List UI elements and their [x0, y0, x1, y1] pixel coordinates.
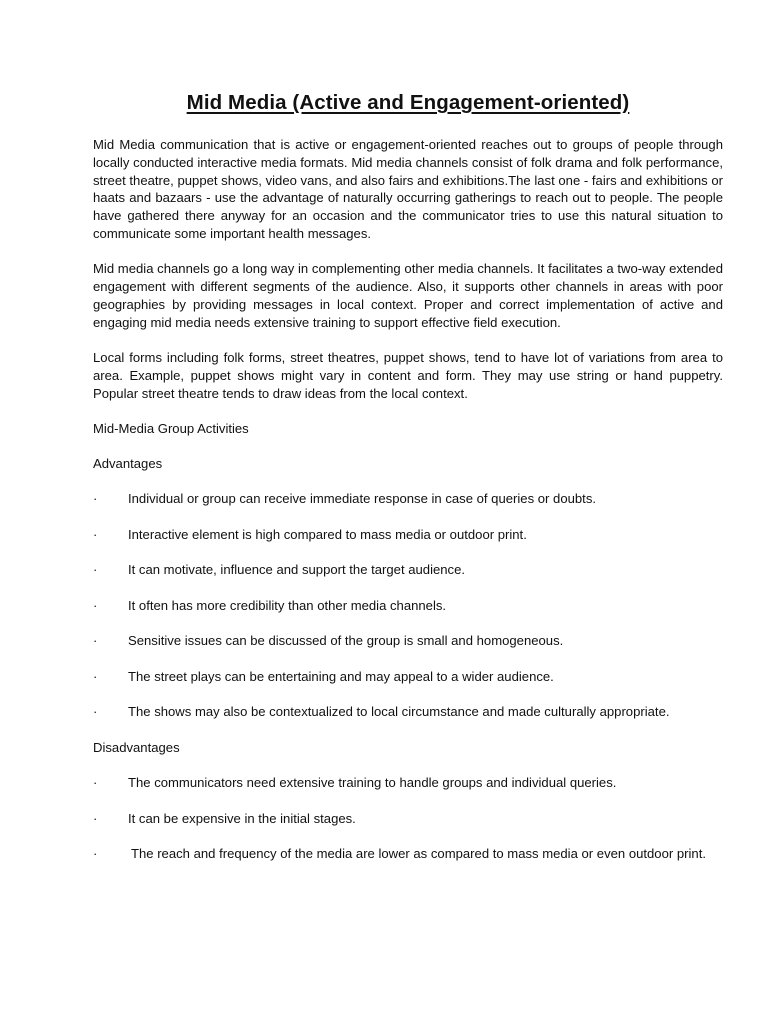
advantage-text: Interactive element is high compared to mass media or outdoor print. — [128, 526, 527, 542]
document-page — [93, 88, 723, 881]
disadvantage-text: The reach and frequency of the media are lower as compared to mass media or even outdoor print. — [131, 846, 706, 862]
bullet-marker: · — [93, 491, 98, 507]
advantage-item — [93, 526, 723, 544]
paragraph-complementing: Mid media channels go a long way in complementing other media channels. It facilitates a two-way extended engagement with different segments of the audience. Also, it supports other channels in areas with poor geographies by providing messages in local context. Proper and correct implementation of active and engaging mid media needs extensive training to support effective field execution. — [93, 261, 723, 330]
document-title: Mid Media (Active and Engagement-oriented) — [186, 91, 630, 114]
bullet-marker: · — [93, 597, 98, 613]
bullet-marker: · — [93, 668, 98, 684]
advantage-item — [93, 668, 723, 686]
advantage-item — [93, 703, 723, 721]
advantage-item — [93, 632, 723, 650]
paragraph-intro: Mid Media communication that is active or engagement-oriented reaches out to groups of people through locally conducted interactive media formats. Mid media channels consist of folk drama and folk performance, street theatre, puppet shows, video vans, and also fairs and exhibitions.The last one - fairs and exhibitions or haats and bazaars - use the advantage of naturally occurring gatherings to reach out to people. The people have gathered there anyway for an occasion and the communicator tries to use this natural situation to communicate some important health messages. — [93, 137, 723, 241]
advantage-text: It often has more credibility than other media channels. — [128, 597, 447, 613]
advantages-heading: Advantages — [93, 456, 163, 472]
bullet-marker: · — [93, 633, 98, 649]
bullet-marker: · — [93, 775, 98, 791]
bullet-marker: · — [93, 526, 98, 542]
disadvantage-item — [93, 810, 723, 828]
disadvantage-item — [93, 845, 723, 863]
advantage-text: It can motivate, influence and support the target audience. — [128, 562, 466, 578]
disadvantage-item — [93, 774, 723, 792]
advantage-item — [93, 561, 723, 579]
bullet-marker: · — [93, 846, 98, 862]
section-heading: Mid-Media Group Activities — [93, 420, 249, 436]
advantage-text: The shows may also be contextualized to local circumstance and made culturally appropriate. — [128, 704, 670, 720]
disadvantage-text: The communicators need extensive training to handle groups and individual queries. — [128, 775, 617, 791]
advantage-text: Sensitive issues can be discussed of the group is small and homogeneous. — [128, 633, 564, 649]
bullet-marker: · — [93, 810, 98, 826]
advantage-item — [93, 490, 723, 508]
bullet-marker: · — [93, 562, 98, 578]
disadvantages-heading: Disadvantages — [93, 739, 180, 755]
bullet-marker: · — [93, 704, 98, 720]
advantage-text: Individual or group can receive immediate response in case of queries or doubts. — [128, 491, 596, 507]
advantage-text: The street plays can be entertaining and may appeal to a wider audience. — [128, 668, 554, 684]
paragraph-local-forms: Local forms including folk forms, street theatres, puppet shows, tend to have lot of variations from area to area. Example, puppet shows might vary in content and form. They may use string or hand puppetry. Popular street theatre tends to draw ideas from the local context. — [93, 349, 723, 401]
disadvantage-text: It can be expensive in the initial stages. — [128, 810, 356, 826]
advantage-item — [93, 597, 723, 615]
